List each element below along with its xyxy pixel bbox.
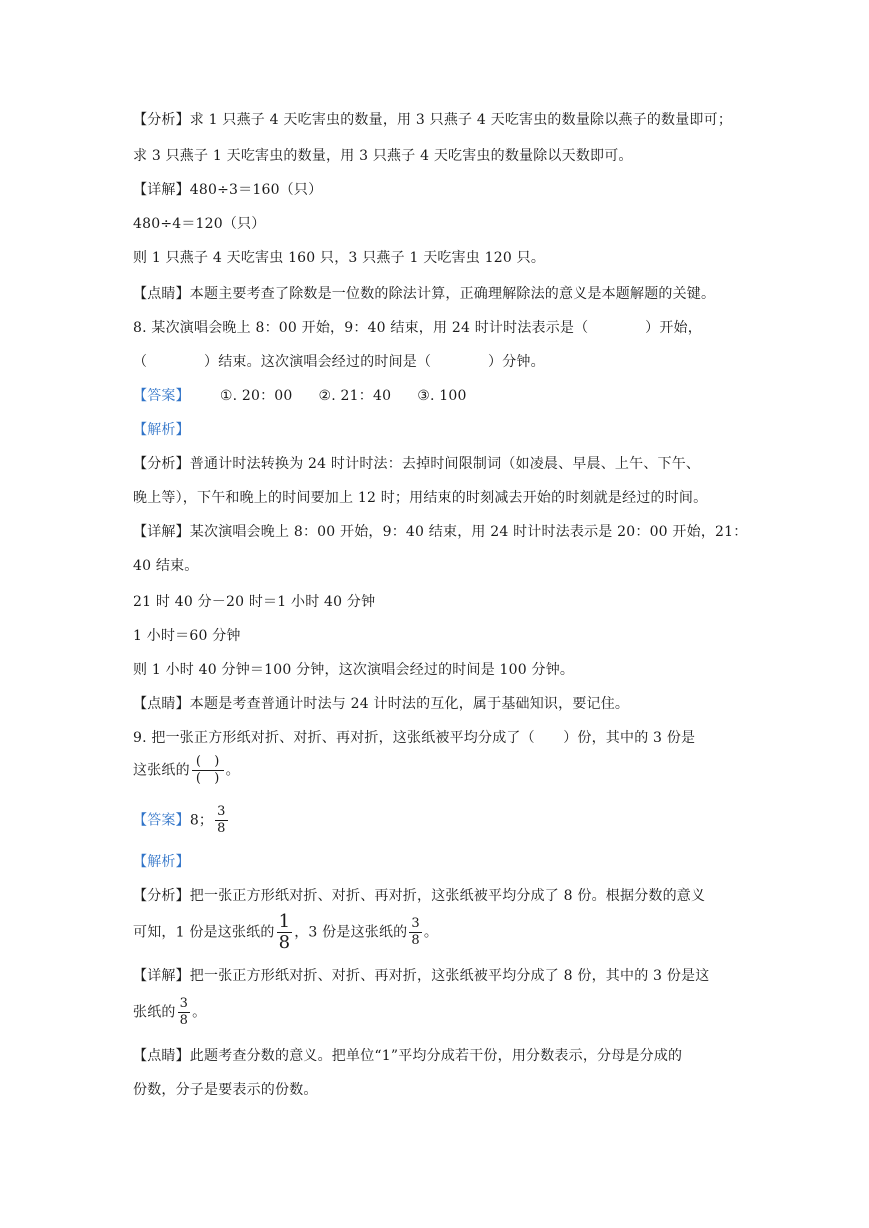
answer-q9: 【答案】8； $\frac{3}{8}$ bbox=[133, 804, 226, 836]
analysis-q8-line-1: 【分析】普通计时法转换为 24 时计时法：去掉时间限制词（如凌晨、早晨、上午、下午、 bbox=[133, 456, 701, 472]
fraction-one-eighth: $\frac{1}{8}$ bbox=[278, 911, 291, 953]
detail-q8-line-5: 则 1 小时 40 分钟＝100 分钟，这次演唱会经过的时间是 100 分钟。 bbox=[133, 662, 575, 678]
comment-q7: 【点睛】本题主要考查了除数是一位数的除法计算，正确理解除法的意义是本题解题的关键。 bbox=[133, 286, 716, 302]
comment-q9-line-1: 【点睛】此题考查分数的意义。把单位“1”平均分成若干份，用分数表示，分母是分成的 bbox=[133, 1048, 683, 1064]
fraction-three-eighths: $\frac{3}{8}$ bbox=[179, 996, 189, 1028]
analysis-q7-line-2: 求 3 只燕子 1 天吃害虫的数量，用 3 只燕子 4 天吃害虫的数量除以天数即可。 bbox=[133, 148, 633, 164]
answer-label: 【答案】 bbox=[133, 812, 190, 829]
explanation-label-q8: 【解析】 bbox=[133, 422, 190, 438]
detail-q8-line-1: 【详解】某次演唱会晚上 8：00 开始，9：40 结束，用 24 时计时法表示是 20：00 开始，21： bbox=[133, 524, 748, 540]
fraction-three-eighths: $\frac{3}{8}$ bbox=[411, 916, 420, 948]
answer-q8-part-3: ③. 100 bbox=[417, 388, 467, 404]
question-8-line-2: （ ）结束。这次演唱会经过的时间是（ ）分钟。 bbox=[133, 354, 545, 370]
analysis-q9-line-2: 可知，1 份是这张纸的 $\frac{1}{8}$ ，3 份是这张纸的 $\frac{3}{8}$ 。 bbox=[133, 911, 439, 953]
analysis-q9-line-1: 【分析】把一张正方形纸对折、对折、再对折，这张纸被平均分成了 8 份。根据分数的意义 bbox=[133, 888, 706, 904]
fraction-three-eighths: $\frac{3}{8}$ bbox=[217, 804, 226, 836]
detail-q9-line-1: 【详解】把一张正方形纸对折、对折、再对折，这张纸被平均分成了 8 份，其中的 3 份是这 bbox=[133, 968, 710, 984]
question-9-line-1: 9. 把一张正方形纸对折、对折、再对折，这张纸被平均分成了（ ）份，其中的 3 份是 bbox=[133, 730, 696, 746]
detail-q9-line-2: 张纸的 $\frac{3}{8}$ 。 bbox=[133, 996, 207, 1028]
detail-q7-line-2: 480÷4＝120（只） bbox=[133, 216, 266, 232]
answer-q8 bbox=[133, 386, 467, 406]
comment-q8: 【点睛】本题是考查普通计时法与 24 计时法的互化，属于基础知识，要记住。 bbox=[133, 696, 630, 712]
question-8-line-1: 8. 某次演唱会晚上 8：00 开始，9：40 结束，用 24 时计时法表示是（ ）开始， bbox=[133, 320, 702, 336]
detail-q8-line-3: 21 时 40 分－20 时＝1 小时 40 分钟 bbox=[133, 594, 376, 610]
detail-q7-line-1: 【详解】480÷3＝160（只） bbox=[133, 182, 323, 198]
question-9-line-2: 这张纸的 $\frac{( )}{( )}$ 。 bbox=[133, 754, 240, 786]
answer-q8-part-2: ②. 21：40 bbox=[318, 388, 392, 404]
detail-q8-line-4: 1 小时＝60 分钟 bbox=[133, 628, 241, 644]
blank-fraction: $\frac{( )}{( )}$ bbox=[192, 754, 224, 787]
detail-q7-line-3: 则 1 只燕子 4 天吃害虫 160 只，3 只燕子 1 天吃害虫 120 只。 bbox=[133, 250, 546, 266]
analysis-q7-line-1: 【分析】求 1 只燕子 4 天吃害虫的数量，用 3 只燕子 4 天吃害虫的数量除以燕子的数量即可； bbox=[133, 112, 733, 128]
answer-label: 【答案】 bbox=[133, 388, 190, 404]
comment-q9-line-2: 份数，分子是要表示的份数。 bbox=[133, 1082, 318, 1098]
analysis-q8-line-2: 晚上等），下午和晚上的时间要加上 12 时；用结束的时刻减去开始的时刻就是经过的时间。 bbox=[133, 490, 708, 506]
detail-q8-line-2: 40 结束。 bbox=[133, 558, 199, 574]
explanation-label-q9: 【解析】 bbox=[133, 854, 190, 870]
answer-q8-part-1: ①. 20：00 bbox=[219, 388, 293, 404]
